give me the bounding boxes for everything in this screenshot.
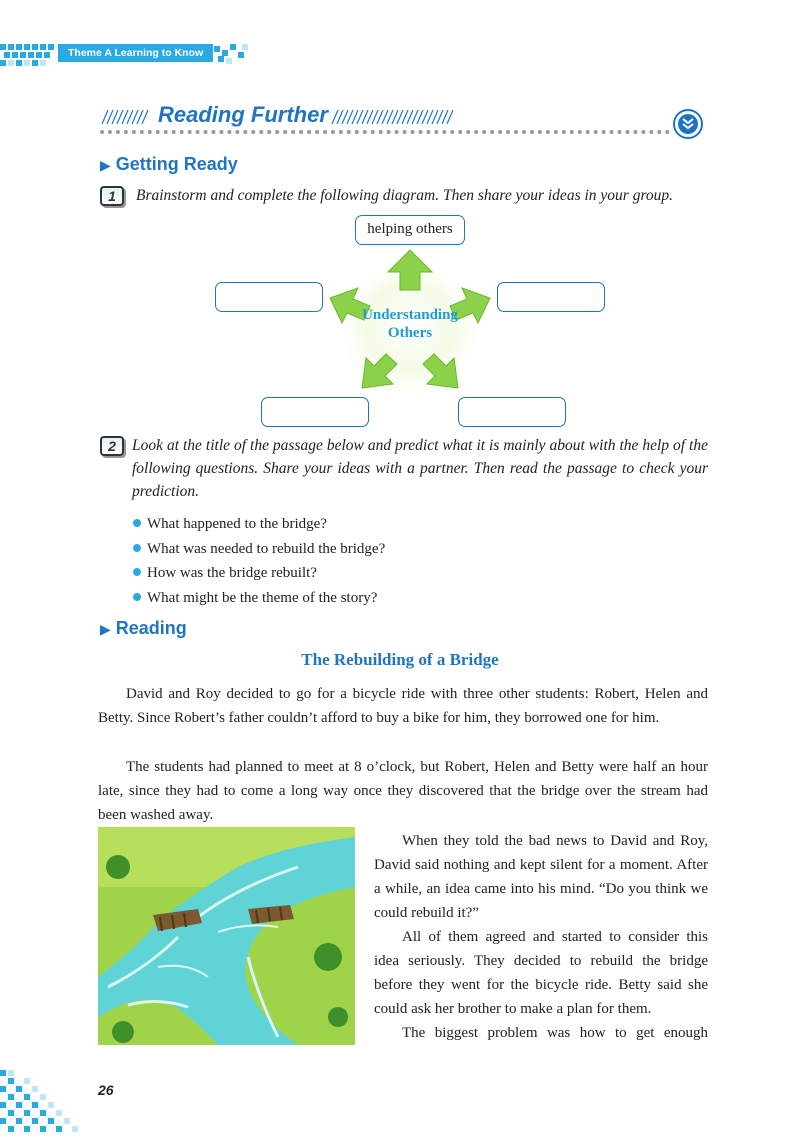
story-paragraph-2: The students had planned to meet at 8 o’clock, but Robert, Helen and Betty were half an hour late, since they had to come a long way once they discovered that the bridge over the stream had been washed away. [98, 759, 708, 823]
getting-ready-heading: ▶ Getting Ready [100, 154, 238, 174]
list-item: What happened to the bridge? [133, 512, 385, 537]
diagram-box-top: helping others [355, 215, 465, 245]
section-title: Reading Further [158, 102, 328, 127]
list-item: How was the bridge rebuilt? [133, 561, 385, 586]
list-item: What might be the theme of the story? [133, 586, 385, 611]
story-paragraph-4: All of them agreed and started to consider this idea seriously. They decided to rebuild the bridge before they went for the bicycle ride. Betty said she could ask her brother to make a plan for them. [374, 929, 708, 1017]
list-item: What was needed to rebuild the bridge? [133, 537, 385, 562]
washed-away-bridge-illustration [98, 827, 355, 1045]
theme-banner: Theme A Learning to Know [58, 44, 213, 62]
bullet-dot-icon [133, 519, 141, 527]
triangle-bullet-icon: ▶ [100, 621, 111, 637]
double-chevron-down-icon [673, 109, 703, 139]
diagram-box-bottom-right [458, 397, 566, 427]
dotted-divider [100, 130, 670, 134]
diagram-center-label: Understanding Others [362, 307, 458, 341]
story-title: The Rebuilding of a Bridge [301, 650, 499, 669]
task-number-badge-1: 1 [100, 186, 124, 206]
story-paragraph-1: David and Roy decided to go for a bicycle ride with three other students: Robert, Helen and Betty. Since Robert’s father couldn’t afford to buy a bike for him, they borrowed one for him. [98, 686, 708, 726]
task-2-instruction: Look at the title of the passage below and predict what it is mainly about with the help of the following questions. Share your ideas with a partner. Then read the passage to check your prediction. [132, 437, 708, 500]
diagram-box-bottom-left [261, 397, 369, 427]
story-paragraph-3: When they told the bad news to David and Roy, David said nothing and kept silent for a moment. After a while, an idea came into his mind. “Do you think we could rebuild it?” [374, 833, 708, 921]
story-paragraph-5: The biggest problem was how to get enough [402, 1025, 708, 1041]
task-1-instruction: Brainstorm and complete the following diagram. Then share your ideas in your group. [136, 187, 674, 204]
diagram-box-left [215, 282, 323, 312]
reading-heading: ▶ Reading [100, 618, 187, 638]
bullet-dot-icon [133, 593, 141, 601]
page-number: 26 [98, 1082, 114, 1098]
hatch-decoration-right [330, 110, 455, 124]
brainstorm-diagram [210, 210, 610, 430]
prediction-questions-list [133, 512, 385, 610]
bullet-dot-icon [133, 568, 141, 576]
task-number-badge-2: 2 [100, 436, 124, 456]
diagram-box-right [497, 282, 605, 312]
pixel-pattern-decoration [0, 1065, 90, 1138]
hatch-decoration-left [100, 110, 152, 124]
triangle-bullet-icon: ▶ [100, 157, 111, 173]
bullet-dot-icon [133, 544, 141, 552]
